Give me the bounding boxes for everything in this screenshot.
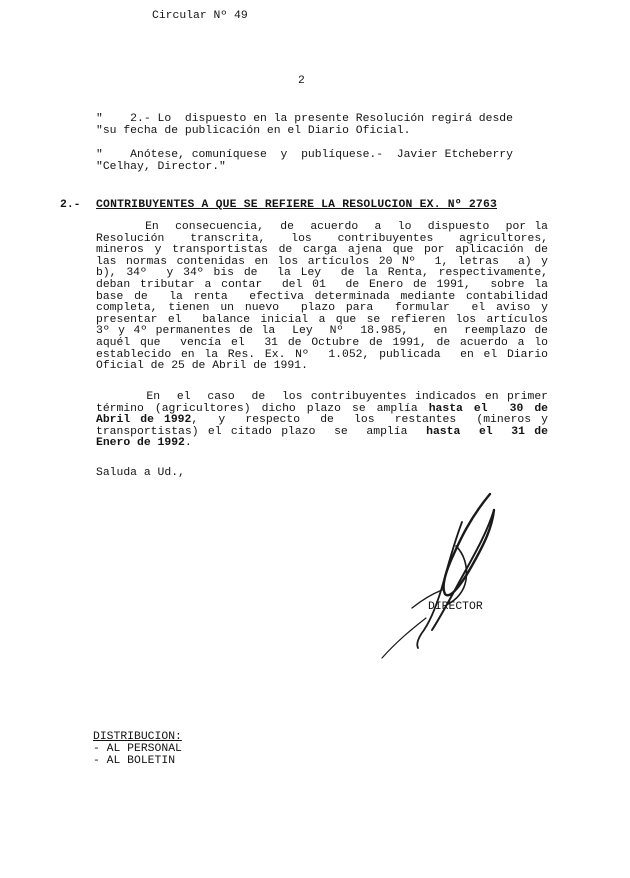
quote-line-2: "su fecha de publicación en el Diario Oficial.	[96, 125, 411, 137]
paragraph-1-line: establecido en la Res. Ex. Nº 1.052, publicada en el Diario	[96, 348, 548, 361]
handwritten-signature	[352, 488, 512, 668]
paragraph-1-line: deban tributar a contar del 01 de Enero de 1991, sobre la	[96, 278, 548, 291]
text-run: .	[184, 437, 192, 450]
closing-line: Saluda a Ud.,	[96, 467, 185, 479]
text-run: término (agricultores) dicho plazo se amplía	[96, 402, 429, 415]
bold-text-run: hasta el 31 de	[426, 425, 548, 438]
circular-header: Circular Nº 49	[152, 10, 248, 22]
paragraph-1-line: Resolución transcrita, los contribuyentes agricultores,	[96, 232, 548, 245]
bold-text-run: Abril de 1992	[96, 414, 192, 427]
section-title: CONTRIBUYENTES A QUE SE REFIERE LA RESOLUCION EX. Nº 2763	[96, 199, 498, 211]
paragraph-1-line: Oficial de 25 de Abril de 1991.	[96, 360, 308, 373]
paragraph-1-line: mineros y transportistas de carga ajena que por aplicación de	[96, 244, 548, 257]
distribution-title: DISTRIBUCION:	[93, 731, 182, 743]
paragraph-1-line: base de la renta efectiva determinada mediante contabilidad	[96, 290, 548, 303]
paragraph-2-line	[96, 438, 548, 450]
text-run: transportistas) el citado plazo se amplía	[96, 425, 427, 438]
paragraph-1	[96, 222, 548, 373]
paragraph-1-line: aquél que vencía el 31 de Octubre de 1991, de acuerdo a lo	[96, 336, 548, 349]
quote-line-1: " 2.- Lo dispuesto en la presente Resolución regirá desde	[96, 113, 513, 125]
text-run: , y respecto de los restantes (mineros y	[191, 414, 548, 427]
paragraph-1-line: completa, tienen un nuevo plazo para formular el aviso y	[96, 302, 548, 315]
bold-text-run: hasta el 30 de	[428, 402, 548, 415]
quote-line-3: " Anótese, comuníquese y publíquese.- Javier Etcheberry	[96, 149, 513, 161]
paragraph-1-line: 3º y 4º permanentes de la Ley Nº 18.985, en reemplazo de	[96, 325, 548, 338]
page-number: 2	[298, 75, 305, 87]
distribution-item: - AL PERSONAL	[93, 743, 182, 755]
paragraph-2-line: En el caso de los contribuyentes indicados en primer	[96, 391, 548, 403]
section-number: 2.-	[60, 199, 81, 211]
paragraph-1-line: b), 34º y 34º bis de la Ley de la Renta, respectivamente,	[96, 267, 548, 280]
signature-role: DIRECTOR	[428, 601, 483, 613]
quote-line-4: "Celhay, Director."	[96, 161, 226, 173]
paragraph-1-line: presentar el balance inicial a que se refieren los artículos	[96, 313, 548, 326]
distribution-item: - AL BOLETIN	[93, 755, 176, 767]
paragraph-1-line: En consecuencia, de acuerdo a lo dispuesto por la	[96, 221, 548, 233]
paragraph-1-line: las normas contenidas en los artículos 20 Nº 1, letras a) y	[96, 255, 548, 268]
paragraph-2	[96, 392, 548, 450]
bold-text-run: Enero de 1992	[96, 437, 185, 450]
